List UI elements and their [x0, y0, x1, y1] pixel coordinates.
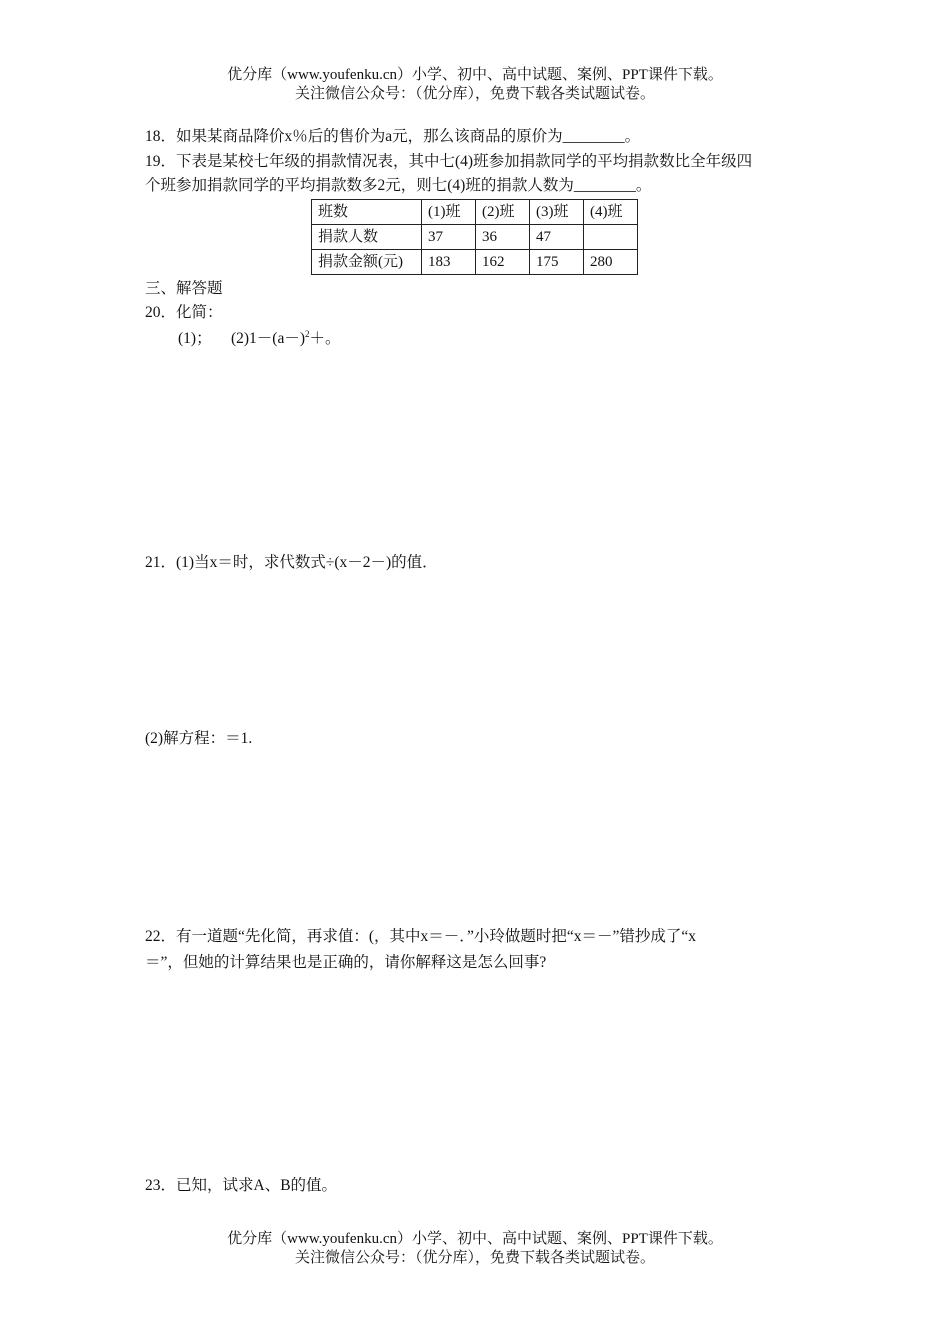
donation-table — [311, 199, 638, 275]
page-header — [0, 66, 950, 104]
question-20-part-2-a: (2)1－(a－) — [230, 330, 305, 347]
question-20-title: 20．化简： — [145, 304, 223, 321]
table-cell: 47 — [530, 225, 584, 250]
question-22-line-2: ＝”，但她的计算结果也是正确的，请你解释这是怎么回事? — [145, 954, 547, 971]
table-cell: (2)班 — [476, 200, 530, 225]
question-20-part-2 — [231, 330, 341, 347]
table-cell: 175 — [530, 250, 584, 275]
table-cell — [584, 225, 638, 250]
header-line-1: 优分库（www.youfenku.cn）小学、初中、高中试题、案例、PPT课件下载。 — [227, 67, 723, 83]
section-3-heading: 三、解答题 — [145, 280, 223, 297]
footer-line-1: 优分库（www.youfenku.cn）小学、初中、高中试题、案例、PPT课件下载。 — [227, 1231, 723, 1247]
page-footer — [0, 1230, 950, 1268]
table-cell: 162 — [476, 250, 530, 275]
table-row — [312, 250, 638, 275]
table-cell: 280 — [584, 250, 638, 275]
table-cell: 班数 — [312, 200, 422, 225]
question-22-line-1: 22．有一道题“先化简，再求值：(，其中x＝－．”小玲做题时把“x＝－”错抄成了“x — [145, 928, 697, 945]
footer-line-2: 关注微信公众号：（优分库），免费下载各类试题试卷。 — [294, 1250, 655, 1266]
question-18: 18．如果某商品降价x％后的售价为a元，那么该商品的原价为________。 — [145, 128, 641, 145]
table-cell: (4)班 — [584, 200, 638, 225]
table-cell: (1)班 — [422, 200, 476, 225]
table-cell: 捐款人数 — [312, 225, 422, 250]
table-cell: 183 — [422, 250, 476, 275]
question-20-part-2-b: ＋。 — [309, 330, 341, 347]
table-row — [312, 225, 638, 250]
question-21-part-2: (2)解方程：＝1. — [145, 730, 253, 747]
question-19-line-1: 19．下表是某校七年级的捐款情况表，其中七(4)班参加捐款同学的平均捐款数比全年级四 — [145, 153, 753, 170]
table-cell: 捐款金额(元) — [312, 250, 422, 275]
table-row — [312, 200, 638, 225]
table-cell: 37 — [422, 225, 476, 250]
table-cell: 36 — [476, 225, 530, 250]
question-21-part-1: 21．(1)当x＝时，求代数式÷(x－2－)的值． — [145, 554, 438, 571]
table-cell: (3)班 — [530, 200, 584, 225]
header-line-2: 关注微信公众号：（优分库），免费下载各类试题试卷。 — [294, 86, 655, 102]
question-20-part-1: (1)； — [178, 330, 212, 347]
exponent: 2 — [304, 328, 310, 339]
question-20-parts — [178, 328, 341, 350]
question-19-line-2: 个班参加捐款同学的平均捐款数多2元，则七(4)班的捐款人数为________。 — [145, 177, 652, 194]
question-23: 23．已知，试求A、B的值。 — [145, 1177, 338, 1194]
